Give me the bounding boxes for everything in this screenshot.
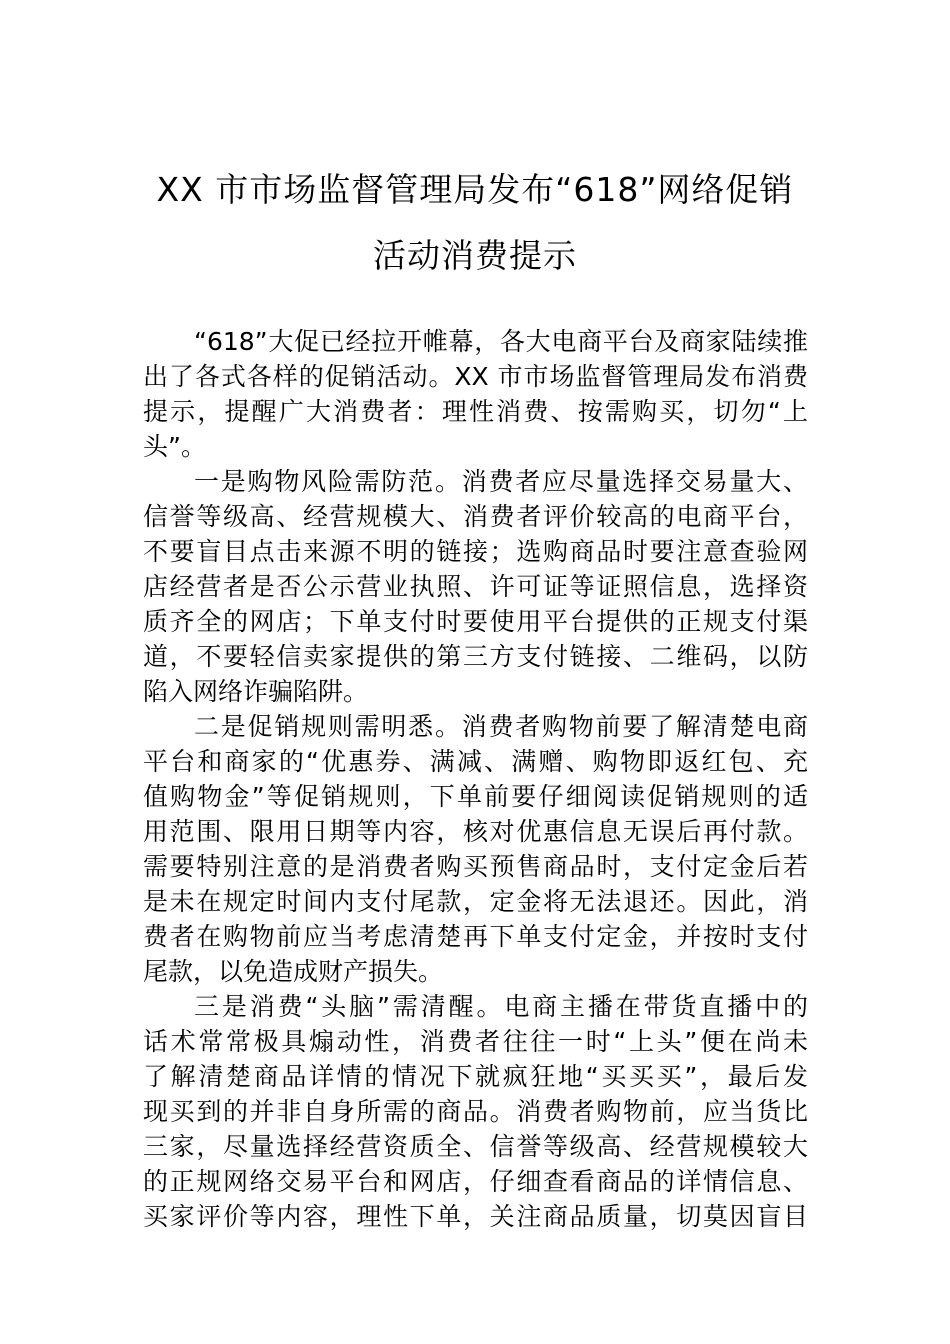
body-line: 需要特别注意的是消费者购买预售商品时，支付定金后若: [143, 852, 808, 881]
document-title-line-2: 活动消费提示: [373, 236, 577, 275]
body-line: 平台和商家的“优惠券、满减、满赠、购物即返红包、充: [143, 747, 808, 776]
body-line: 买家评价等内容，理性下单，关注商品质量，切莫因盲目: [143, 1202, 808, 1231]
body-line: 店经营者是否公示营业执照、许可证等证照信息，选择资: [143, 572, 808, 601]
body-line: 三家，尽量选择经营资质全、信誉等级高、经营规模较大: [143, 1132, 808, 1161]
body-line: 的正规网络交易平台和网店，仔细查看商品的详情信息、: [143, 1167, 808, 1196]
body-line: 道，不要轻信卖家提供的第三方支付链接、二维码，以防: [143, 642, 808, 671]
body-line: 三是消费“头脑”需清醒。电商主播在带货直播中的: [194, 992, 808, 1021]
body-line: 提示，提醒广大消费者：理性消费、按需购买，切勿“上: [143, 397, 808, 426]
body-line: 二是促销规则需明悉。消费者购物前要了解清楚电商: [194, 712, 808, 741]
body-line: 值购物金”等促销规则，下单前要仔细阅读促销规则的适: [143, 782, 808, 811]
body-line: 现买到的并非自身所需的商品。消费者购物前，应当货比: [143, 1097, 808, 1126]
body-line: 用范围、限用日期等内容，核对优惠信息无误后再付款。: [143, 817, 808, 846]
body-line: 了解清楚商品详情的情况下就疯狂地“买买买”，最后发: [143, 1062, 808, 1091]
body-line: 是未在规定时间内支付尾款，定金将无法退还。因此，消: [143, 887, 808, 916]
body-line: 尾款，以免造成财产损失。: [143, 957, 444, 986]
body-line: 一是购物风险需防范。消费者应尽量选择交易量大、: [194, 467, 808, 496]
body-line: 费者在购物前应当考虑清楚再下单支付定金，并按时支付: [143, 922, 808, 951]
body-line: 出了各式各样的促销活动。XX 市市场监督管理局发布消费: [143, 362, 808, 391]
body-line: 质齐全的网店；下单支付时要使用平台提供的正规支付渠: [143, 607, 808, 636]
body-line: 话术常常极具煽动性，消费者往往一时“上头”便在尚未: [143, 1027, 808, 1056]
body-line: “618”大促已经拉开帷幕，各大电商平台及商家陆续推: [194, 327, 808, 356]
body-line: 信誉等级高、经营规模大、消费者评价较高的电商平台，: [143, 502, 808, 531]
body-line: 头”。: [143, 432, 206, 461]
body-line: 不要盲目点击来源不明的链接；选购商品时要注意查验网: [143, 537, 808, 566]
document-title-line-1: XX 市市场监督管理局发布“618”网络促销: [156, 170, 794, 209]
body-line: 陷入网络诈骗陷阱。: [143, 677, 369, 706]
